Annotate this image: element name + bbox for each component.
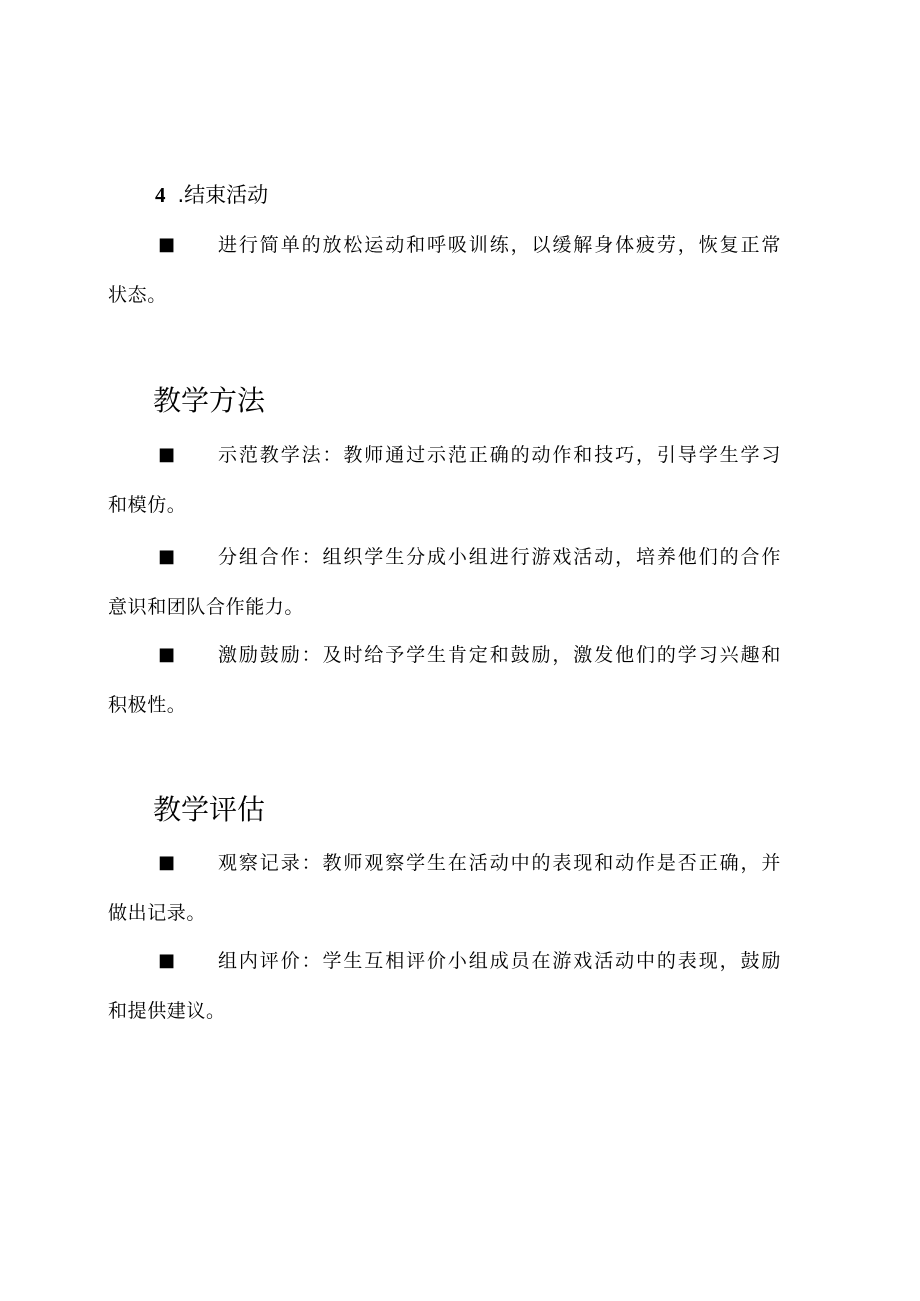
bullet-text-line1: 分组合作：组织学生分成小组进行游戏活动，培养他们的合作 bbox=[218, 546, 783, 568]
bullet-text-line1: 示范教学法：教师通过示范正确的动作和技巧，引导学生学习 bbox=[218, 444, 783, 466]
bullet-item bbox=[108, 532, 808, 632]
bullet-text-line2: 和模仿。 bbox=[108, 494, 187, 516]
bullet-text-line2: 和提供建议。 bbox=[108, 1000, 226, 1022]
bullet-item bbox=[108, 430, 808, 530]
section-title-evaluation: 教学评估 bbox=[153, 793, 266, 826]
bullet-square-icon: ■ bbox=[158, 852, 176, 873]
bullet-square-icon: ■ bbox=[158, 950, 176, 971]
bullet-text-line1: 组内评价：学生互相评价小组成员在游戏活动中的表现，鼓励 bbox=[218, 950, 783, 972]
bullet-square-icon: ■ bbox=[158, 234, 176, 255]
subsection-title: .结束活动 bbox=[177, 183, 269, 207]
bullet-text-line2: 做出记录。 bbox=[108, 902, 207, 924]
bullet-item bbox=[108, 220, 808, 320]
bullet-square-icon: ■ bbox=[158, 546, 176, 567]
bullet-text-line1: 观察记录：教师观察学生在活动中的表现和动作是否正确，并 bbox=[218, 852, 783, 874]
bullet-text-line1: 进行简单的放松运动和呼吸训练，以缓解身体疲劳，恢复正常 bbox=[218, 234, 783, 256]
section-title-methods: 教学方法 bbox=[153, 384, 266, 417]
bullet-text-line1: 激励鼓励：及时给予学生肯定和鼓励，激发他们的学习兴趣和 bbox=[218, 644, 783, 666]
subsection-heading bbox=[155, 178, 268, 212]
bullet-square-icon: ■ bbox=[158, 444, 176, 465]
bullet-item bbox=[108, 630, 808, 730]
bullet-square-icon: ■ bbox=[158, 644, 176, 665]
bullet-text-line2: 状态。 bbox=[108, 284, 167, 306]
bullet-text-line2: 意识和团队合作能力。 bbox=[108, 596, 305, 618]
bullet-text-line2: 积极性。 bbox=[108, 694, 187, 716]
subsection-number: 4 bbox=[155, 183, 166, 207]
bullet-item bbox=[108, 936, 808, 1036]
bullet-item bbox=[108, 838, 808, 938]
